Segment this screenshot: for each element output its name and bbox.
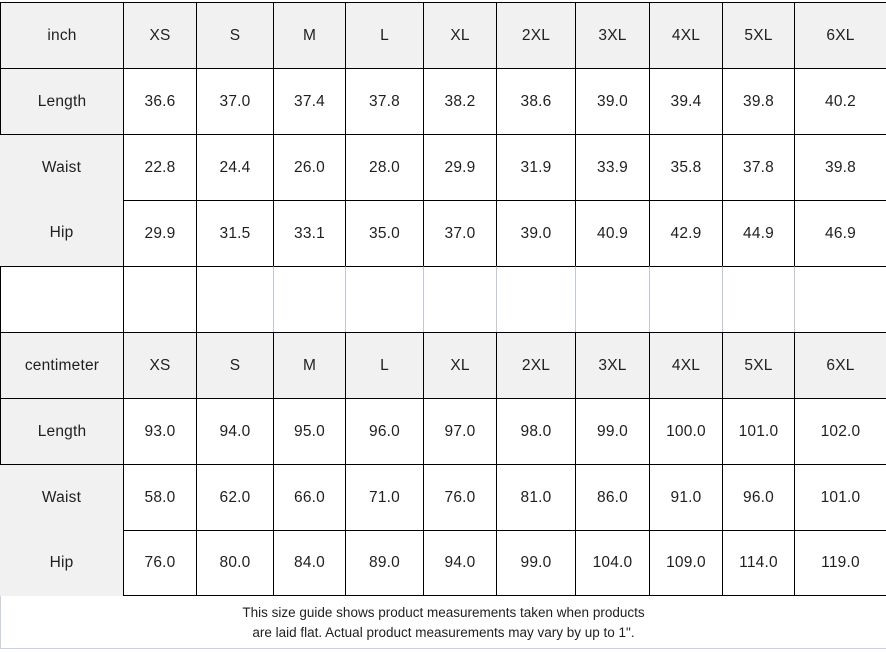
- size-header-cell: 6XL: [794, 332, 886, 398]
- size-value-cell: 28.0: [345, 134, 423, 200]
- size-value-cell: 58.0: [123, 464, 196, 530]
- size-header-cell: 6XL: [794, 2, 886, 68]
- size-header-cell: M: [273, 332, 345, 398]
- size-value-cell: 37.4: [273, 68, 345, 134]
- size-value-cell: 101.0: [794, 464, 886, 530]
- size-value-cell: 98.0: [496, 398, 575, 464]
- row-label-cell: Waist: [0, 134, 123, 200]
- size-value-cell: 94.0: [423, 530, 496, 596]
- size-value-cell: 39.8: [722, 68, 794, 134]
- spacer-cell: [423, 266, 496, 332]
- size-value-cell: 36.6: [123, 68, 196, 134]
- size-value-cell: 46.9: [794, 200, 886, 266]
- size-value-cell: 24.4: [196, 134, 273, 200]
- size-value-cell: 33.1: [273, 200, 345, 266]
- row-label-cell: Length: [0, 68, 123, 134]
- size-value-cell: 104.0: [575, 530, 649, 596]
- size-value-cell: 29.9: [123, 200, 196, 266]
- size-header-cell: XS: [123, 332, 196, 398]
- size-value-cell: 102.0: [794, 398, 886, 464]
- size-value-cell: 37.8: [722, 134, 794, 200]
- size-value-cell: 96.0: [345, 398, 423, 464]
- size-value-cell: 71.0: [345, 464, 423, 530]
- spacer-cell: [345, 266, 423, 332]
- size-value-cell: 93.0: [123, 398, 196, 464]
- size-value-cell: 76.0: [423, 464, 496, 530]
- size-value-cell: 76.0: [123, 530, 196, 596]
- unit-header-cell: inch: [0, 2, 123, 68]
- row-label-cell: Hip: [0, 200, 123, 266]
- spacer-cell: [575, 266, 649, 332]
- size-value-cell: 37.0: [423, 200, 496, 266]
- size-value-cell: 39.0: [575, 68, 649, 134]
- size-value-cell: 26.0: [273, 134, 345, 200]
- size-header-cell: 4XL: [649, 332, 722, 398]
- size-value-cell: 100.0: [649, 398, 722, 464]
- size-header-cell: 2XL: [496, 332, 575, 398]
- size-header-cell: 3XL: [575, 2, 649, 68]
- size-header-cell: 5XL: [722, 2, 794, 68]
- size-value-cell: 38.2: [423, 68, 496, 134]
- size-header-cell: L: [345, 2, 423, 68]
- size-header-cell: 5XL: [722, 332, 794, 398]
- size-value-cell: 95.0: [273, 398, 345, 464]
- size-value-cell: 114.0: [722, 530, 794, 596]
- size-value-cell: 35.0: [345, 200, 423, 266]
- size-value-cell: 89.0: [345, 530, 423, 596]
- spacer-cell: [0, 266, 123, 332]
- size-value-cell: 40.2: [794, 68, 886, 134]
- size-value-cell: 40.9: [575, 200, 649, 266]
- size-header-cell: XL: [423, 2, 496, 68]
- size-value-cell: 62.0: [196, 464, 273, 530]
- spacer-cell: [496, 266, 575, 332]
- size-value-cell: 81.0: [496, 464, 575, 530]
- size-guide-footnote: [0, 596, 886, 649]
- size-value-cell: 91.0: [649, 464, 722, 530]
- size-value-cell: 97.0: [423, 398, 496, 464]
- size-header-cell: XS: [123, 2, 196, 68]
- size-value-cell: 31.9: [496, 134, 575, 200]
- size-guide-table: [0, 2, 886, 596]
- size-value-cell: 39.0: [496, 200, 575, 266]
- size-value-cell: 42.9: [649, 200, 722, 266]
- size-value-cell: 109.0: [649, 530, 722, 596]
- row-label-cell: Hip: [0, 530, 123, 596]
- size-value-cell: 44.9: [722, 200, 794, 266]
- size-header-cell: 2XL: [496, 2, 575, 68]
- size-value-cell: 80.0: [196, 530, 273, 596]
- footnote-line-1: This size guide shows product measurements taken when products: [242, 605, 645, 620]
- footnote-line-2: are laid flat. Actual product measurements may vary by up to 1".: [252, 625, 635, 640]
- size-value-cell: 99.0: [575, 398, 649, 464]
- size-value-cell: 119.0: [794, 530, 886, 596]
- spacer-cell: [123, 266, 196, 332]
- size-value-cell: 66.0: [273, 464, 345, 530]
- spacer-cell: [794, 266, 886, 332]
- size-header-cell: L: [345, 332, 423, 398]
- size-value-cell: 94.0: [196, 398, 273, 464]
- row-label-cell: Length: [0, 398, 123, 464]
- spacer-cell: [649, 266, 722, 332]
- size-value-cell: 84.0: [273, 530, 345, 596]
- size-header-cell: S: [196, 2, 273, 68]
- size-header-cell: 3XL: [575, 332, 649, 398]
- size-value-cell: 86.0: [575, 464, 649, 530]
- size-value-cell: 29.9: [423, 134, 496, 200]
- size-value-cell: 37.8: [345, 68, 423, 134]
- size-value-cell: 37.0: [196, 68, 273, 134]
- size-value-cell: 39.8: [794, 134, 886, 200]
- unit-header-cell: centimeter: [0, 332, 123, 398]
- size-header-cell: S: [196, 332, 273, 398]
- size-value-cell: 31.5: [196, 200, 273, 266]
- size-value-cell: 101.0: [722, 398, 794, 464]
- size-header-cell: 4XL: [649, 2, 722, 68]
- spacer-cell: [273, 266, 345, 332]
- size-value-cell: 35.8: [649, 134, 722, 200]
- size-value-cell: 96.0: [722, 464, 794, 530]
- size-value-cell: 22.8: [123, 134, 196, 200]
- spacer-cell: [722, 266, 794, 332]
- size-header-cell: XL: [423, 332, 496, 398]
- size-value-cell: 33.9: [575, 134, 649, 200]
- size-header-cell: M: [273, 2, 345, 68]
- size-value-cell: 39.4: [649, 68, 722, 134]
- size-value-cell: 99.0: [496, 530, 575, 596]
- spacer-cell: [196, 266, 273, 332]
- row-label-cell: Waist: [0, 464, 123, 530]
- size-value-cell: 38.6: [496, 68, 575, 134]
